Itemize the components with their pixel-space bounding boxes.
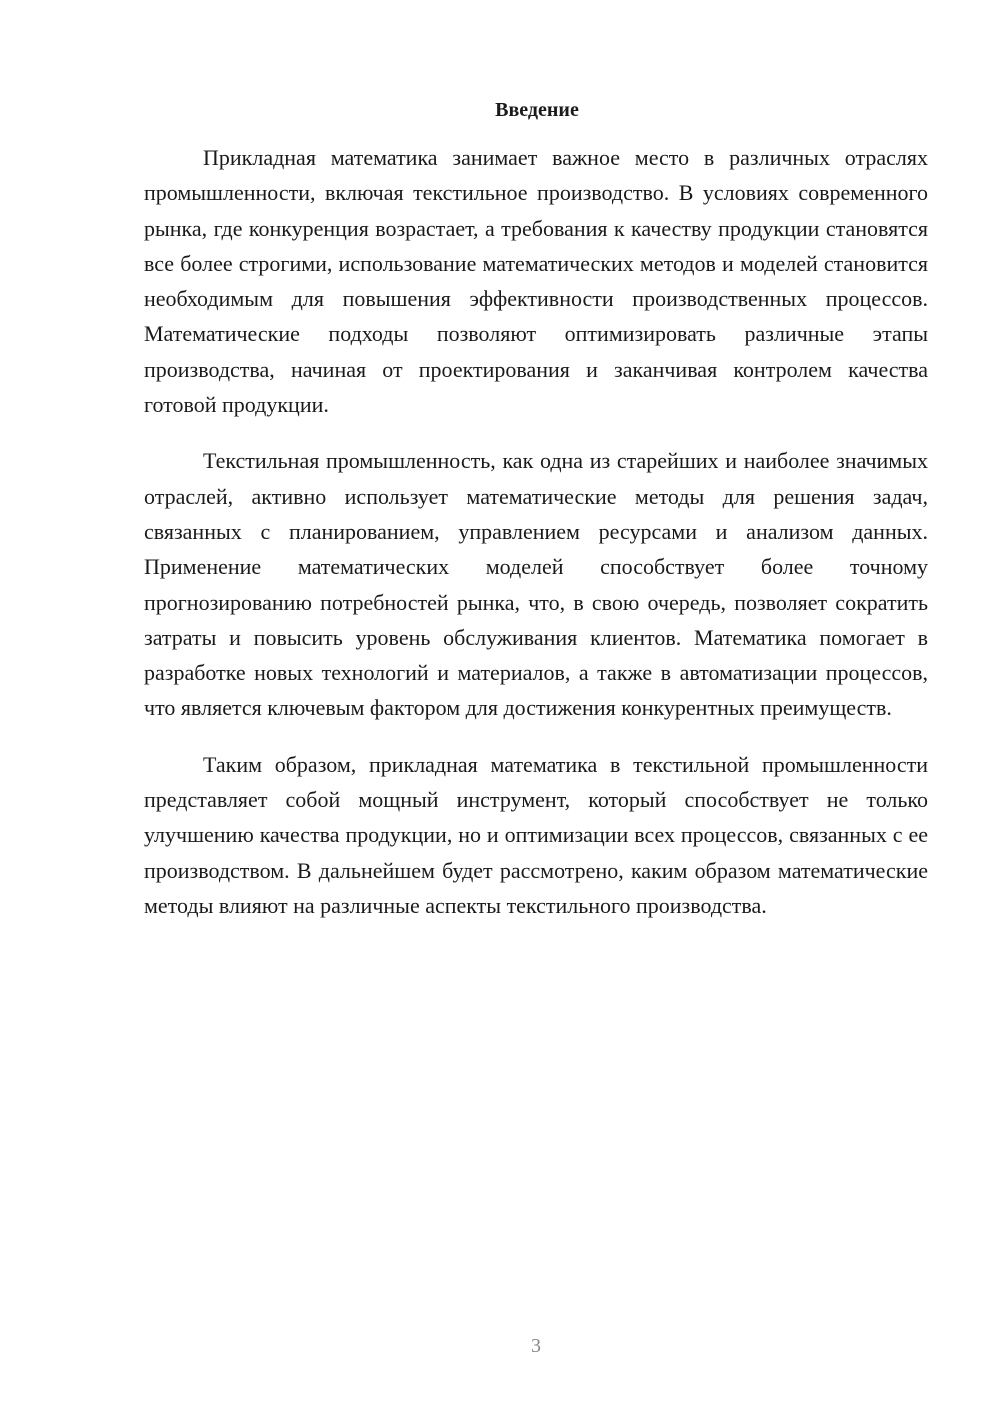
page-number: 3 (531, 1335, 541, 1357)
page-title: Введение (495, 99, 579, 121)
paragraph-3: Таким образом, прикладная математика в текстильной промышленности представляет собой мощный инструмент, который способствует не только улучшению качества продукции, но и оптимизации всех процессов, связанных с ее производством. В дальнейшем будет рассмотрено, каким образом математические методы влияют на различные аспекты текстильного производства. (144, 751, 928, 918)
page-content (144, 94, 928, 923)
paragraph-1: Прикладная математика занимает важное место в различных отраслях промышленности, включая текстильное производство. В условиях современного рынка, где конкуренция возрастает, а требования к качеству продукции становятся все более строгими, использование математических методов и моделей становится необходимым для повышения эффективности производственных процессов. Математические подходы позволяют оптимизировать различные этапы производства, начиная от проектирования и заканчивая контролем качества готовой продукции. (144, 145, 928, 418)
paragraph-2: Текстильная промышленность, как одна из старейших и наиболее значимых отраслей, активно использует математические методы для решения задач, связанных с планированием, управлением ресурсами и анализом данных. Применение математических моделей способствует более точному прогнозированию потребностей рынка, что, в свою очередь, позволяет сократить затраты и повысить уровень обслуживания клиентов. Математика помогает в разработке новых технологий и материалов, а также в автоматизации процессов, что является ключевым фактором для достижения конкурентных преимуществ. (144, 448, 928, 721)
